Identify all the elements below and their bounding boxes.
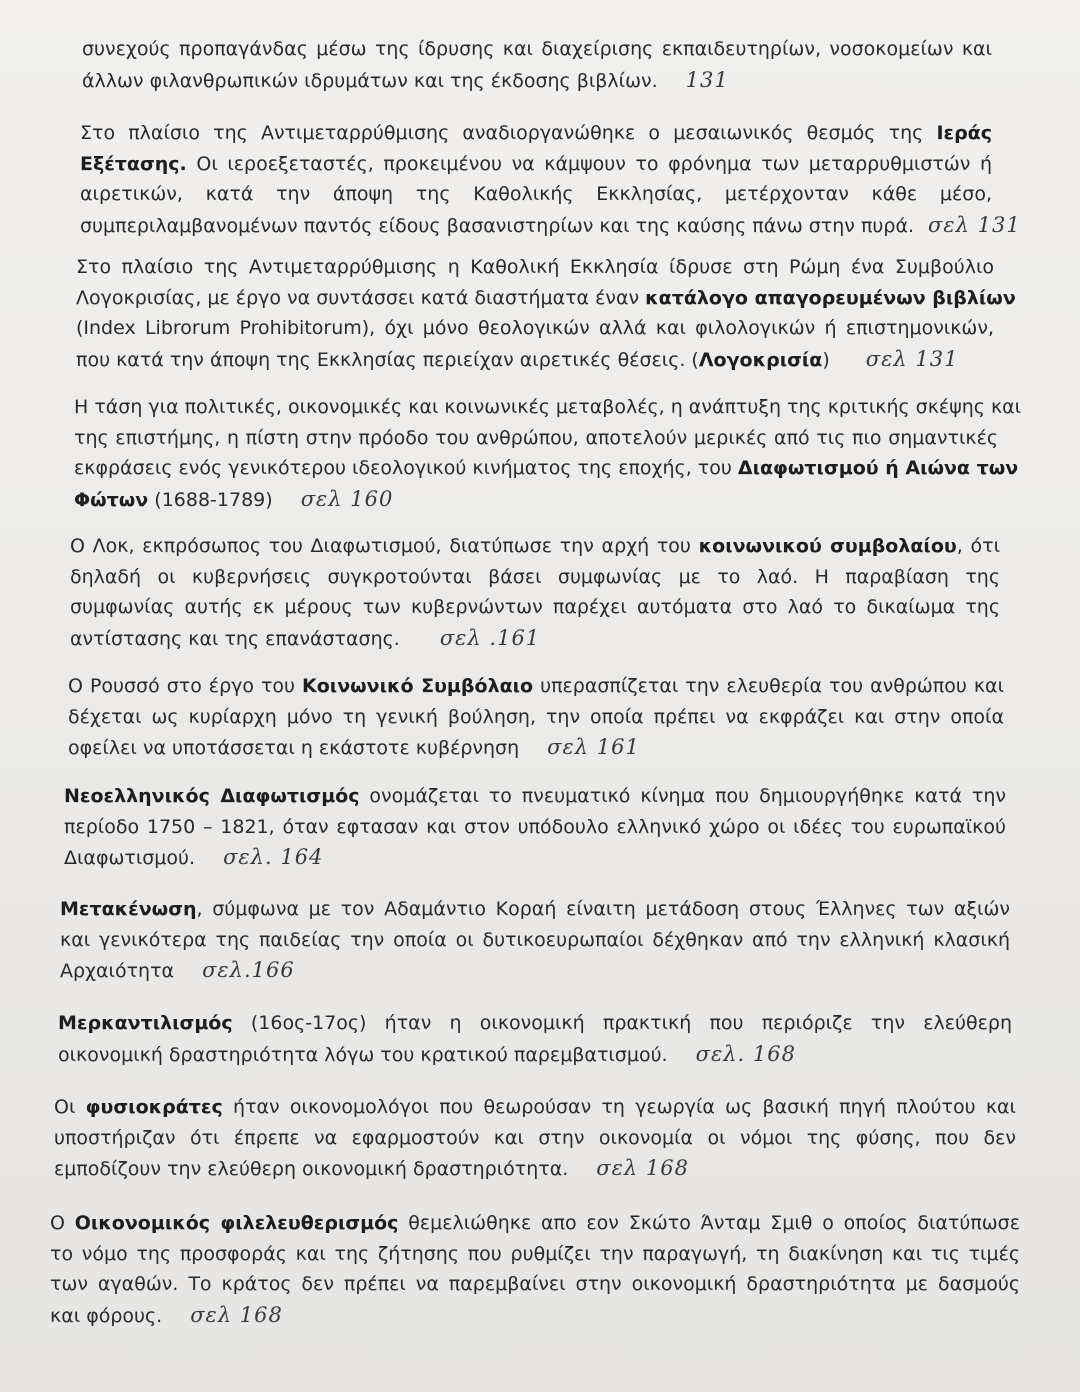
text-line: εμποδίζουν την ελεύθερη οικονομική δραστηριότητα. σελ 168 [54,1156,689,1180]
paragraph-locke [70,531,1000,654]
text-line: οικονομική δραστηριότητα λόγω του κρατικού παρεμβατισμού. σελ. 168 [58,1041,796,1066]
text-line: εκφράσεις ενός γενικότερου ιδεολογικού κινήματος της εποχής, του Διαφωτισμού ή Αιώνα των [74,457,1019,479]
text-line: δέχεται ως κυρίαρχη μόνο τη γενική βούληση, την οποία πρέπει να εκφράζει και στην οποία [68,705,1004,728]
text-line: Μερκαντιλισμός (16ος-17ος) ήταν η οικονομική πρακτική που περιόριζε την ελεύθερη [58,1012,1012,1034]
handwritten-page-note: 131 [685,67,729,92]
handwritten-page-note: σελ. 168 [695,1041,796,1066]
text-line: Αρχαιότητα σελ.166 [60,958,295,982]
text-line: Στο πλαίσιο της Αντιμεταρρύθμισης η Καθολική Εκκλησία ίδρυσε στη Ρώμη ένα Συμβούλιο [76,256,994,278]
text-line: Μετακένωση, σύμφωνα με τον Αδαμάντιο Κοραή είναιτη μετάδοση στους Έλληνες των αξιών [60,898,1010,920]
handwritten-page-note: σελ 161 [547,735,640,759]
text-line: που κατά την άποψη της Εκκλησίας περιείχαν αιρετικές θέσεις. (Λογοκρισία) σελ 131 [76,346,959,371]
handwritten-page-note: σελ. 164 [223,845,324,869]
text-line: αντίστασης και της επανάστασης. σελ .161 [70,625,541,650]
text-line: περίοδο 1750 – 1821, όταν εφτασαν και στον υπόδουλο ελληνικό χώρο οι ιδέες του ευρωπαϊκού [64,815,1006,838]
text-line: συμφωνίας αυτής εκ μέρους των κυβερνώντων παρέχει αυτόματα στο λαό το δικαίωμα της [70,596,1000,618]
text-line: Ο Οικονομικός φιλελευθερισμός θεμελιώθηκε απο εον Σκώτο Άνταμ Σμιθ ο οποίος διατύπωσε [50,1212,1020,1234]
paragraph-neohellenic [64,781,1006,874]
paragraph-physiocrats [54,1092,1016,1185]
text-line: Η τάση για πολιτικές, οικονομικές και κοινωνικές μεταβολές, η ανάπτυξη της κριτικής σκέψης και [74,396,1022,418]
text-line: άλλων φιλανθρωπικών ιδρυμάτων και της έκδοσης βιβλίων. 131 [82,67,729,92]
text-line: Στο πλαίσιο της Αντιμεταρρύθμισης αναδιοργανώθηκε ο μεσαιωνικός θεσμός της Ιεράς [80,122,992,144]
text-line: Διαφωτισμού. σελ. 164 [64,845,324,869]
text-line: και γενικότερα της παιδείας την οποία οι δυτικοευρωπαίοι δέχθηκαν από την ελληνική κλασική [60,928,1010,951]
text-line: Νεοελληνικός Διαφωτισμός ονομάζεται το πνευματικό κίνημα που δημιουργήθηκε κατά την [64,785,1006,807]
handwritten-page-note: σελ 160 [300,486,394,511]
text-line: Ο Ρουσσό στο έργο του Κοινωνικό Συμβόλαιο υπερασπίζεται την ελευθερία του ανθρώπου και [68,675,1004,697]
text-line: αιρετικών, κατά την άποψη της Καθολικής Εκκλησίας, μετέρχονταν κάθε μέσο, [80,183,992,205]
handwritten-page-note: σελ.166 [202,958,295,982]
handwritten-page-note: σελ 131 [865,346,959,371]
paragraph-metakenosi [60,894,1010,987]
text-line: Οι φυσιοκράτες ήταν οικονομολόγοι που θεωρούσαν τη γεωργία ως βασική πηγή πλούτου και [54,1096,1016,1118]
paragraph-censorship [76,252,1016,375]
paragraph-enlightenment [74,392,1022,515]
paragraph-rousseau [68,671,1004,764]
text-line: το νόμο της προσφοράς και της ζήτησης που ρυθμίζει την παραγωγή, τη διακίνηση και τις τιμές [50,1242,1020,1265]
text-line: συνεχούς προπαγάνδας μέσω της ίδρυσης και διαχείρισης εκπαιδευτηρίων, νοσοκομείων και [82,38,992,60]
paragraph-propaganda [82,34,992,96]
paragraph-inquisition [80,118,1021,241]
text-line: Ο Λοκ, εκπρόσωπος του Διαφωτισμού, διατύπωσε την αρχή του κοινωνικού συμβολαίου, ότι [70,535,1000,557]
text-line: (Index Librorum Prohibitorum), όχι μόνο θεολογικών αλλά και φιλολογικών ή επιστημονικών, [76,317,994,339]
handwritten-page-note: σελ .161 [439,625,541,650]
paragraph-economic-liberalism [50,1208,1020,1331]
text-line: Λογοκρισίας, με έργο να συντάσσει κατά διαστήματα έναν κατάλογο απαγορευμένων βιβλίων [76,286,1016,309]
text-line: και φόρους. σελ 168 [50,1302,283,1327]
text-line: Εξέτασης. Οι ιεροεξεταστές, προκειμένου να κάμψουν το φρόνημα των μεταρρυθμιστών ή [80,152,992,175]
text-line: συμπεριλαμβανομένων παντός είδους βασανιστηρίων και της καύσης πάνω στην πυρά. σελ 131 [80,212,1021,237]
handwritten-page-note: σελ 131 [928,212,1021,237]
paragraph-mercantilism [58,1008,1012,1070]
text-line: δηλαδή οι κυβερνήσεις συγκροτούνται βάσει συμφωνίας με το λαό. Η παραβίαση της [70,565,1000,588]
handwritten-page-note: σελ 168 [596,1156,689,1180]
text-line: των αγαθών. Το κράτος δεν πρέπει να παρεμβαίνει στην οικονομική δραστηριότητα με δασμούς [50,1273,1020,1295]
text-line: της επιστήμης, η πίστη στην πρόοδο του ανθρώπου, αποτελούν μερικές από τις πιο σημαντικές [74,426,998,449]
text-line: υποστήριζαν ότι έπρεπε να εφαρμοστούν και στην οικονομία οι νόμοι της φύσης, που δεν [54,1126,1016,1149]
text-line: οφείλει να υποτάσσεται η εκάστοτε κυβέρνηση σελ 161 [68,735,640,759]
text-line: Φώτων (1688-1789) σελ 160 [74,486,394,511]
handwritten-page-note: σελ 168 [190,1302,283,1327]
